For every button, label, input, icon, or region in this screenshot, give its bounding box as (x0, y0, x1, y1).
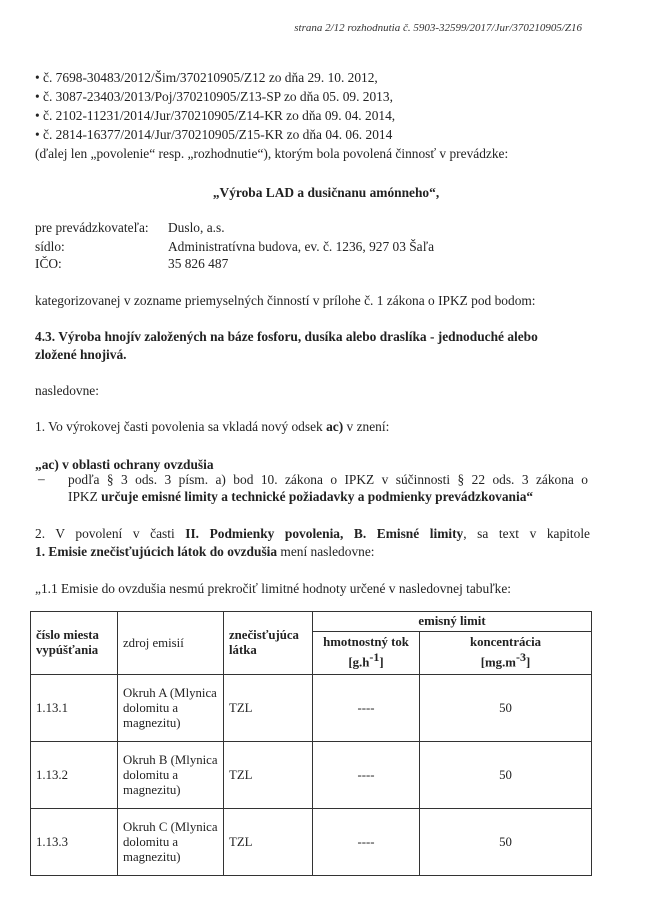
table-row (31, 675, 592, 742)
ico-value: 35 826 487 (168, 256, 229, 271)
emission-limits-table (30, 611, 592, 876)
seat-value: Administratívna budova, ev. č. 1236, 927 03 Šaľa (168, 239, 435, 254)
decision-item: • č. 2814-16377/2014/Jur/370210905/Z15-KR zo dňa 04. 06. 2014 (35, 127, 393, 142)
facility-title: „Výroba LAD a dusičnanu amónneho“, (212, 185, 440, 200)
cell-source: Okruh A (Mlynica dolomitu a magnezitu) (118, 675, 224, 742)
page-header: strana 2/12 rozhodnutia č. 5903-32599/2017/Jur/370210905/Z16 (294, 22, 582, 34)
header-point: číslo miesta vypúšťania (31, 612, 118, 675)
category-bold-line-1: 4.3. Výroba hnojív založených na báze fosforu, dusíka alebo draslíka - jednoduché alebo (35, 329, 538, 344)
header-concentration (420, 632, 592, 675)
point-1-tail: v znení: (343, 419, 390, 434)
cell-pollutant: TZL (224, 742, 313, 809)
decision-item: • č. 3087-23403/2013/Poj/370210905/Z13-SP zo dňa 05. 09. 2013, (35, 89, 393, 104)
ac-line-1: podľa § 3 ods. 3 písm. a) bod 10. zákona o IPKZ v súčinnosti § 22 ods. 3 zákona o (68, 472, 588, 487)
point-1-text: 1. Vo výrokovej časti povolenia sa vkladá nový odsek (35, 419, 327, 434)
ac-dash: – (38, 471, 45, 486)
ac-line-2-bold: určuje emisné limity a technické požiadavky a podmienky prevádzkovania“ (101, 489, 534, 504)
ac-line-2 (68, 488, 533, 505)
cell-point: 1.13.2 (31, 742, 118, 809)
header-pollutant: znečisťujúca látka (224, 612, 313, 675)
seat-label: sídlo: (35, 239, 65, 254)
mass-flow-unit-exp: -1 (369, 650, 380, 665)
cell-conc: 50 (420, 809, 592, 876)
cell-pollutant: TZL (224, 809, 313, 876)
cell-point: 1.13.1 (31, 675, 118, 742)
cell-source: Okruh B (Mlynica dolomitu a magnezitu) (118, 742, 224, 809)
as-follows: nasledovne: (35, 383, 99, 398)
point-2-line-2-plain: mení nasledovne: (277, 544, 375, 559)
point-2-plain-a: 2. V povolení v časti (35, 526, 186, 541)
emission-intro: „1.1 Emisie do ovzdušia nesmú prekročiť limitné hodnoty určené v nasledovnej tabuľke: (35, 581, 511, 596)
cell-conc: 50 (420, 675, 592, 742)
point-2-line-2 (35, 543, 375, 560)
cell-source: Okruh C (Mlynica dolomitu a magnezitu) (118, 809, 224, 876)
decision-item: • č. 7698-30483/2012/Šim/370210905/Z12 zo dňa 29. 10. 2012, (35, 70, 378, 85)
mass-flow-unit-end: ] (379, 655, 384, 670)
decision-item: • č. 2102-11231/2014/Jur/370210905/Z14-KR zo dňa 09. 04. 2014, (35, 108, 396, 123)
header-emission-limit: emisný limit (313, 612, 592, 632)
category-line: kategorizovanej v zozname priemyselných činností v prílohe č. 1 zákona o IPKZ pod bodom: (35, 293, 536, 308)
ac-line-2-plain: IPKZ (68, 489, 102, 504)
table-header-row (31, 612, 592, 632)
mass-flow-unit (318, 650, 414, 670)
table-row (31, 809, 592, 876)
header-mass-flow (313, 632, 420, 675)
header-source: zdroj emisií (118, 612, 224, 675)
concentration-label: koncentrácia (469, 635, 542, 650)
intro-line: (ďalej len „povolenie“ resp. „rozhodnutie“), ktorým bola povolená činnosť v prevádzke: (35, 146, 509, 161)
ico-label: IČO: (35, 256, 62, 271)
mass-flow-label: hmotnostný tok (323, 635, 409, 650)
concentration-unit-end: ] (525, 655, 531, 670)
point-2-plain-b: , sa text v kapitole (463, 526, 590, 541)
cell-mass: ---- (313, 742, 420, 809)
ac-heading: „ac) v oblasti ochrany ovzdušia (35, 457, 214, 472)
concentration-unit (425, 650, 586, 670)
concentration-unit-a: [mg.m (480, 655, 516, 670)
operator-label: pre prevádzkovateľa: (35, 220, 149, 235)
point-1 (35, 418, 389, 435)
cell-mass: ---- (313, 675, 420, 742)
point-2-line-1 (35, 525, 590, 542)
operator-value: Duslo, a.s. (168, 220, 225, 235)
point-2-line-2-bold: 1. Emisie znečisťujúcich látok do ovzdušia (35, 544, 278, 559)
cell-mass: ---- (313, 809, 420, 876)
table-row (31, 742, 592, 809)
point-2-bold: II. Podmienky povolenia, B. Emisné limity (185, 526, 464, 541)
cell-pollutant: TZL (224, 675, 313, 742)
concentration-unit-exp: -3 (515, 650, 526, 665)
cell-point: 1.13.3 (31, 809, 118, 876)
mass-flow-unit-a: [g.h (348, 655, 370, 670)
category-bold-line-2: zložené hnojivá. (35, 347, 127, 362)
cell-conc: 50 (420, 742, 592, 809)
point-1-bold: ac) (326, 419, 344, 434)
